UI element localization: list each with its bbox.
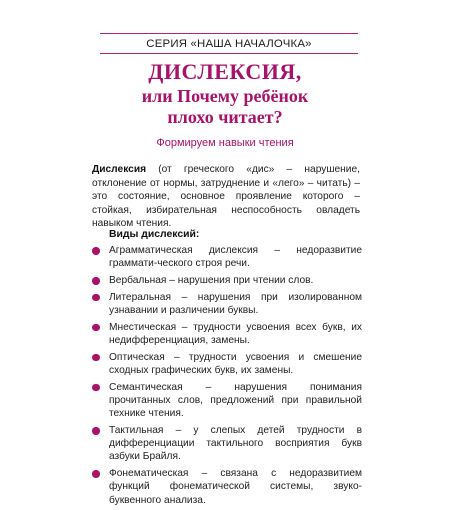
title-line-1: ДИСЛЕКСИЯ, bbox=[148, 59, 302, 84]
list-item bbox=[92, 351, 362, 377]
bullet-dot-icon bbox=[92, 470, 100, 478]
bullet-dot-icon bbox=[92, 427, 100, 435]
series-label: СЕРИЯ «НАША НАЧАЛОЧКА» bbox=[146, 37, 312, 50]
series-banner bbox=[100, 33, 358, 54]
list-item-text: Оптическая – трудности усвоения и смешение сходных графических букв, их замены. bbox=[109, 351, 362, 376]
list-item-text: Литеральная – нарушения при изолированном узнавании и различении буквы. bbox=[109, 291, 362, 316]
bullet-dot-icon bbox=[92, 294, 100, 302]
definition-paragraph bbox=[92, 163, 360, 231]
list-item bbox=[92, 291, 362, 317]
list-item bbox=[92, 274, 362, 287]
list-item bbox=[92, 381, 362, 421]
list-item bbox=[92, 244, 362, 270]
bullet-dot-icon bbox=[92, 384, 100, 392]
list-item-text: Вербальная – нарушения при чтении слов. bbox=[109, 275, 314, 286]
book-title bbox=[0, 58, 450, 128]
bullet-dot-icon bbox=[92, 277, 100, 285]
bullet-dot-icon bbox=[92, 354, 100, 362]
list-item-text: Тактильная – у слепых детей трудности в дифференциации тактильного восприятия букв азбуки Брайля. bbox=[109, 425, 362, 463]
title-line-2: или Почему ребёнок bbox=[141, 86, 309, 106]
list-item bbox=[92, 321, 362, 347]
kinds-heading: Виды дислексий: bbox=[109, 229, 200, 240]
definition-text: (от греческого «дис» – нарушение, отклонение от нормы, затруднение и «лего» – читать) – это состояние, основное проявление которого – стойкая, избирательная неспособность овладеть навыком чтения. bbox=[92, 164, 360, 230]
list-item-text: Семантическая – нарушения понимания прочитанных слов, предложений при правильной технике чтения. bbox=[109, 381, 362, 420]
list-item bbox=[92, 467, 362, 507]
bullet-dot-icon bbox=[92, 324, 100, 332]
kinds-list bbox=[92, 244, 362, 510]
title-line-3: плохо читает? bbox=[167, 107, 283, 127]
list-item-text: Фонематическая – связана с недоразвитием функций фонематической системы, звуко-буквенного анализа. bbox=[109, 468, 362, 506]
list-item-text: Аграмматическая дислексия – недоразвитие граммати-ческого строя речи. bbox=[109, 245, 362, 270]
book-subtitle: Формируем навыки чтения bbox=[156, 137, 294, 149]
bullet-dot-icon bbox=[92, 247, 100, 255]
list-item-text: Мнестическая – трудности усвоения всех букв, их недифференциация, замены. bbox=[109, 321, 362, 346]
definition-term: Дислексия bbox=[92, 164, 147, 175]
list-item bbox=[92, 424, 362, 464]
